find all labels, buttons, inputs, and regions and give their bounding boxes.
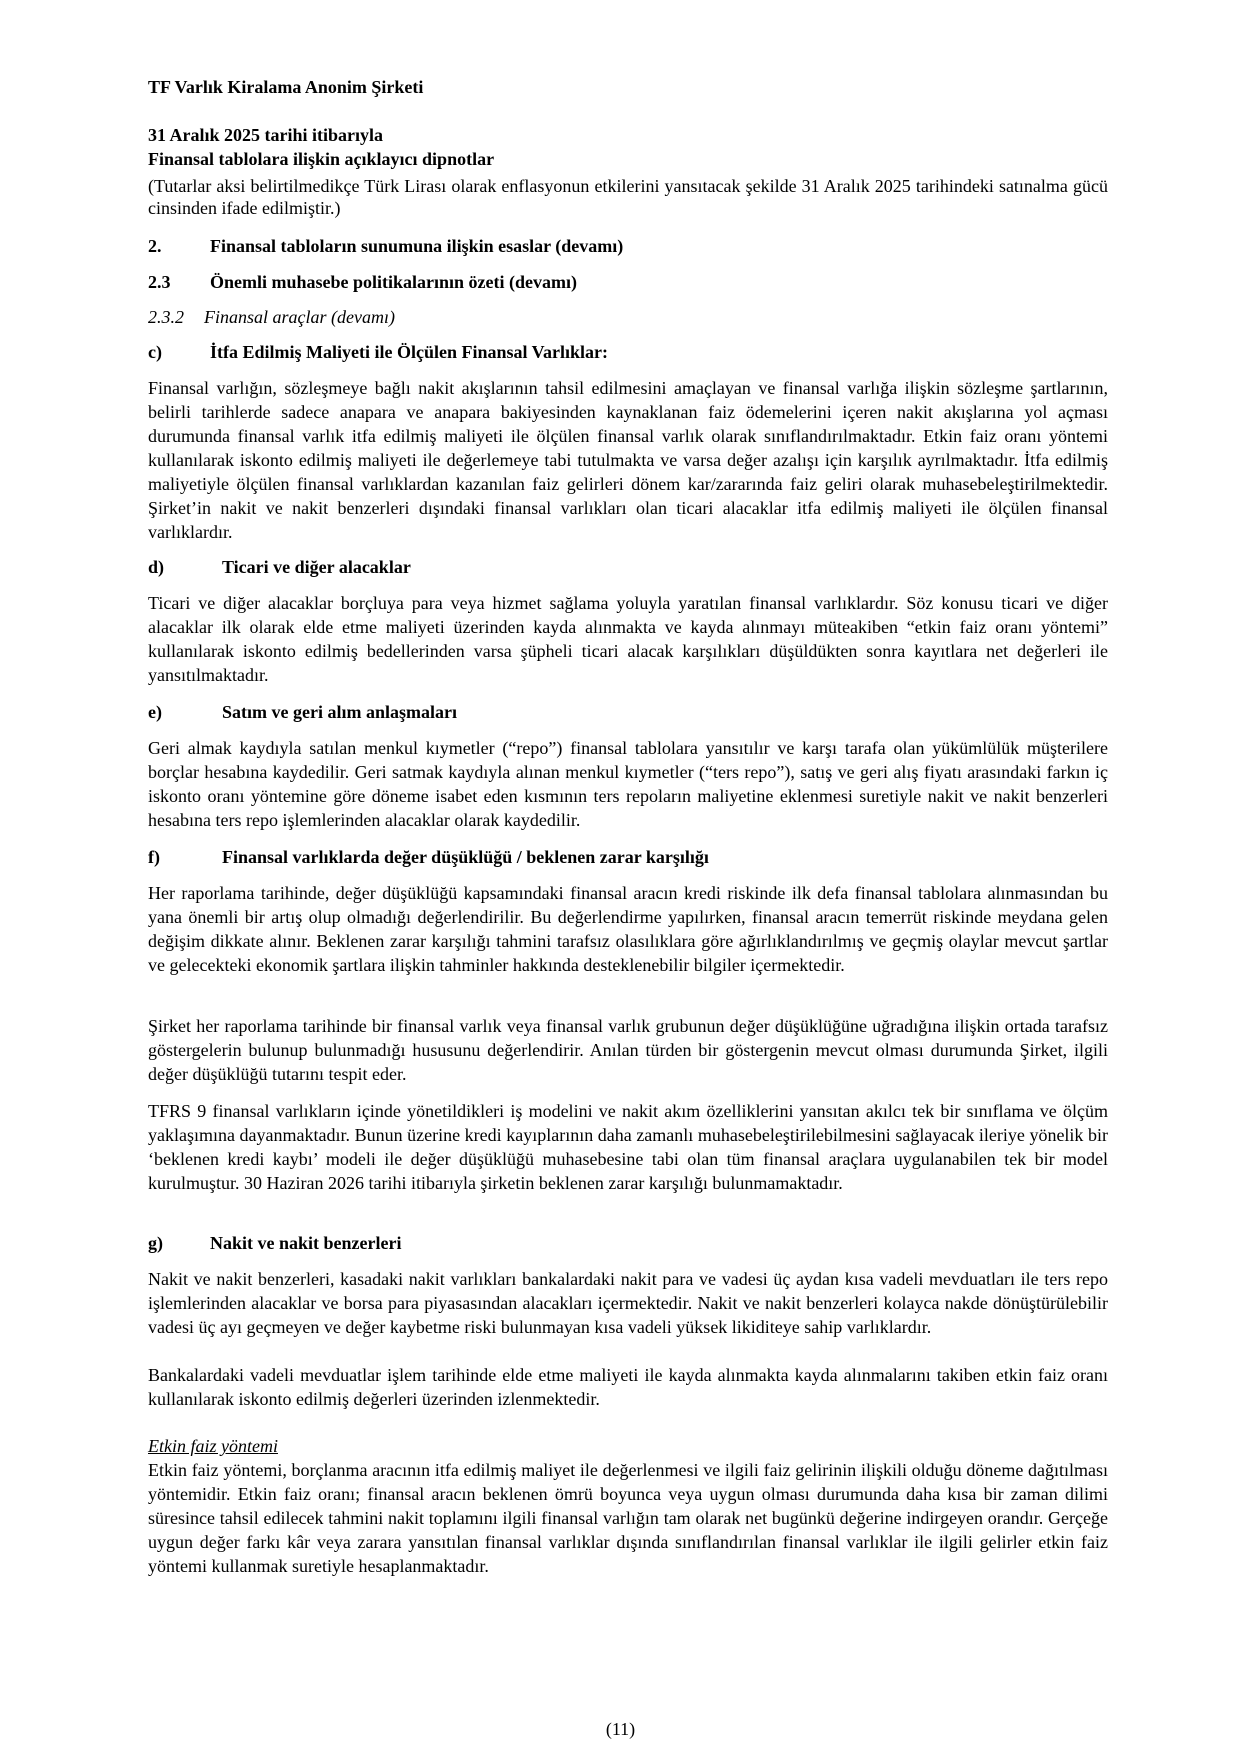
section-letter: f) <box>148 847 160 867</box>
section-letter: c) <box>148 342 162 362</box>
section-f-heading <box>148 846 709 868</box>
section-title: Finansal varlıklarda değer düşüklüğü / beklenen zarar karşılığı <box>222 847 709 867</box>
section-title: Finansal tabloların sunumuna ilişkin esaslar (devamı) <box>210 236 624 256</box>
section-g-paragraph-2: Bankalardaki vadeli mevduatlar işlem tarihinde elde etme maliyeti ile kayda alınmakta kayda alınmalarını takiben etkin faiz oranı kullanılarak iskonto edilmiş değerleri üzerinden izlenmektedir. <box>148 1365 1108 1409</box>
section-title: Satım ve geri alım anlaşmaları <box>222 702 457 722</box>
section-d-paragraph: Ticari ve diğer alacaklar borçluya para veya hizmet sağlama yoluyla yaratılan finansal varlıklardır. Söz konusu ticari ve diğer alacaklar ilk olarak elde etme maliyeti üzerinden kayda alınmakta ve kayda alınmayı müteakiben “etkin faiz oranı yöntemi” kullanılarak iskonto edilmiş bedellerinden varsa şüpheli ticari alacak karşılıkları düşüldükten sonra kayıtlara net değerleri ile yansıtılmaktadır. <box>148 593 1108 685</box>
section-title: İtfa Edilmiş Maliyeti ile Ölçülen Finansal Varlıklar: <box>210 342 609 362</box>
effective-interest-paragraph: Etkin faiz yöntemi, borçlanma aracının itfa edilmiş maliyet ile değerlenmesi ve ilgili faiz gelirinin ilişkili olduğu döneme dağıtılması yöntemidir. Etkin faiz oranı; finansal aracın beklenen ömrü boyunca veya uygun olması durumunda daha kısa bir zaman dilimi süresince tahsil edilecek tahmini nakit toplamını ilgili finansal varlığın tam olarak net bugünkü değerine indirgeyen orandır. Gerçeğe uygun değer farkı kâr veya zarara yansıtılan finansal varlıklar dışında sınıflandırılan finansal varlıklar ile ilgili gelirler etkin faiz yöntemi kullanmak suretiyle hesaplanmaktadır. <box>148 1460 1108 1576</box>
section-2-heading <box>148 235 623 257</box>
section-title: Ticari ve diğer alacaklar <box>222 557 411 577</box>
report-date: 31 Aralık 2025 tarihi itibarıyla <box>148 125 384 145</box>
section-f-paragraph-1: Her raporlama tarihinde, değer düşüklüğü kapsamındaki finansal aracın kredi riskinde ilk defa finansal tablolara alınmasından bu yana önemli bir artış olup olmadığı değerlendirilir. Bu değerlendirme yapılırken, finansal aracın temerrüt riskinde meydana gelen değişim dikkate alınır. Beklenen zarar karşılığı tahmini tarafsız olasılıklara göre ağırlıklandırılmış ve geçmiş olaylar mevcut şartlar ve gelecekteki ekonomik şartlara ilişkin tahminler hakkında desteklenebilir bilgiler içermektedir. <box>148 883 1108 975</box>
section-number: 2.3.2 <box>148 307 184 327</box>
page-number: (11) <box>605 1719 636 1739</box>
section-number: 2.3 <box>148 272 171 292</box>
section-number: 2. <box>148 236 162 256</box>
section-title: Nakit ve nakit benzerleri <box>210 1233 402 1253</box>
section-g-heading <box>148 1232 401 1254</box>
report-subtitle: Finansal tablolara ilişkin açıklayıcı dipnotlar <box>148 149 495 169</box>
section-c-heading <box>148 341 608 363</box>
section-f-paragraph-2: Şirket her raporlama tarihinde bir finansal varlık veya finansal varlık grubunun değer düşüklüğüne uğradığına ilişkin ortada tarafsız göstergelerin bulunup bulunmadığı hususunu değerlendirir. Anılan türden bir göstergenin mevcut olması durumunda Şirket, ilgili değer düşüklüğü tutarını tespit eder. <box>148 1016 1108 1084</box>
section-letter: d) <box>148 557 165 577</box>
section-e-paragraph: Geri almak kaydıyla satılan menkul kıymetler (“repo”) finansal tablolara yansıtılır ve karşı tarafa olan yükümlülük müşterilere borçlar hesabına kaydedilir. Geri satmak kaydıyla alınan menkul kıymetler (“ters repo”), satış ve geri alış fiyatı arasındaki farkın iç iskonto oranı yöntemine göre döneme isabet eden kısmının ters repoların maliyetine eklenmesi suretiyle nakit ve nakit benzerleri hesabına ters repo işlemlerinden alacaklar olarak kaydedilir. <box>148 738 1108 830</box>
section-d-heading <box>148 556 411 578</box>
section-letter: e) <box>148 702 162 722</box>
section-2-3-2-heading <box>148 306 395 328</box>
company-name: TF Varlık Kiralama Anonim Şirketi <box>148 77 424 97</box>
section-f-paragraph-3: TFRS 9 finansal varlıkların içinde yönetildikleri iş modelini ve nakit akım özelliklerini yansıtan akılcı tek bir sınıflama ve ölçüm yaklaşımına dayanmaktadır. Bunun üzerine kredi kayıplarının daha zamanlı muhasebeleştirilebilmesini sağlayacak ileriye yönelik bir ‘beklenen kredi kaybı’ modeli ile değer düşüklüğü muhasebesine tabi olan tüm finansal araçlara uygulanabilen tek bir model kurulmuştur. 30 Haziran 2026 tarihi itibarıyla şirketin beklenen zarar karşılığı bulunmamaktadır. <box>148 1101 1108 1193</box>
section-e-heading <box>148 701 457 723</box>
section-c-paragraph: Finansal varlığın, sözleşmeye bağlı nakit akışlarının tahsil edilmesini amaçlayan ve finansal varlığa ilişkin sözleşme şartlarının, belirli tarihlerde sadece anapara ve anapara bakiyesinden kaynaklanan faiz ödemelerini içeren nakit akışlarına yol açması durumunda finansal varlık itfa edilmiş maliyeti ile ölçülen finansal varlık olarak sınıflandırılmaktadır. Etkin faiz oranı yöntemi kullanılarak iskonto edilmiş maliyeti ile değerlemeye tabi tutulmakta ve varsa değer azalışı için karşılık ayrılmaktadır. İtfa edilmiş maliyetiyle ölçülen finansal varlıklardan kazanılan faiz gelirleri dönem kar/zararında faiz geliri olarak muhasebeleştirilmektedir. Şirket’in nakit ve nakit benzerleri dışındaki finansal varlıkları olan ticari alacaklar itfa edilmiş maliyeti ile ölçülen finansal varlıklardır. <box>148 378 1108 542</box>
section-g-paragraph-1: Nakit ve nakit benzerleri, kasadaki nakit varlıkları bankalardaki nakit para ve vadesi üç aydan kısa vadeli mevduatları ile ters repo işlemlerinden alacaklar ve borsa para piyasasından alacakları içermektedir. Nakit ve nakit benzerleri kolayca nakde dönüştürülebilir vadesi üç ayı geçmeyen ve değer kaybetme riski bulunmayan kısa vadeli yüksek likiditeye sahip varlıklardır. <box>148 1269 1108 1337</box>
section-title: Finansal araçlar (devamı) <box>204 307 395 327</box>
currency-note: (Tutarlar aksi belirtilmedikçe Türk Lirası olarak enflasyonun etkilerini yansıtacak şekilde 31 Aralık 2025 tarihindeki satınalma gücü cinsinden ifade edilmiştir.) <box>148 176 1108 218</box>
section-2-3-heading <box>148 271 577 293</box>
section-title: Önemli muhasebe politikalarının özeti (devamı) <box>210 272 577 292</box>
section-letter: g) <box>148 1233 163 1253</box>
effective-interest-heading: Etkin faiz yöntemi <box>148 1436 278 1456</box>
